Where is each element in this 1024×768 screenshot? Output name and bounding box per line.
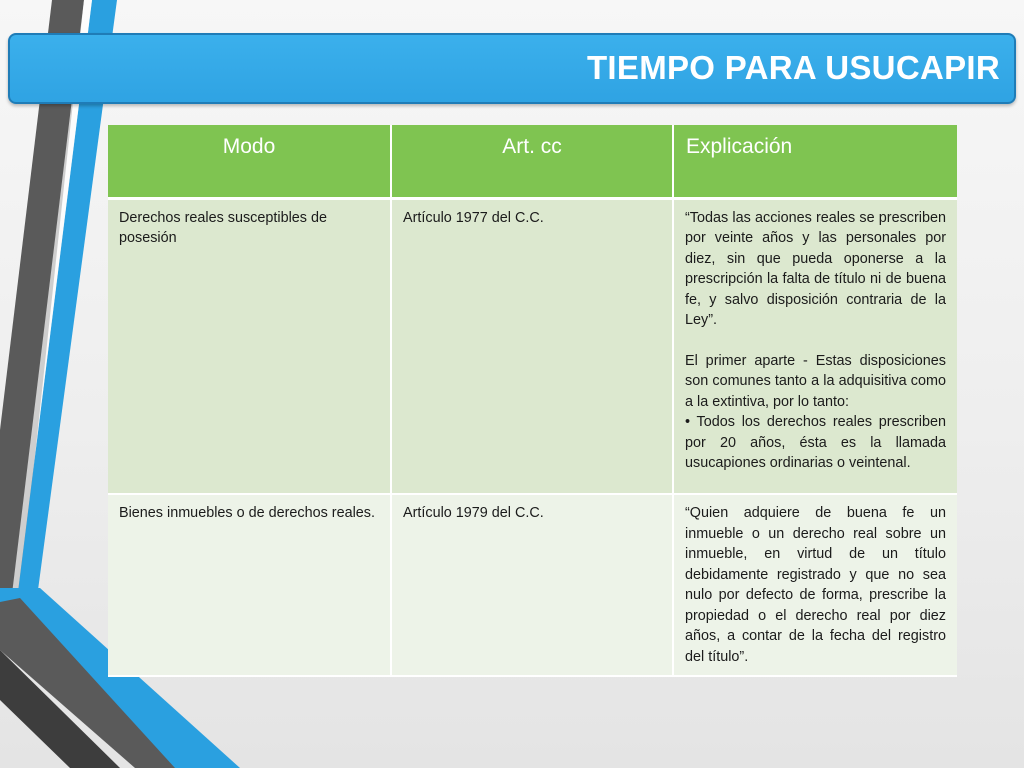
table-row (108, 198, 957, 494)
usucapion-table-container (108, 125, 957, 677)
explicacion-quote: “Quien adquiere de buena fe un inmueble o un derecho real sobre un inmueble, en virtud de un título debidamente registrado y que no sea nulo por defecto de forma, prescribe la propiedad o el derecho real por diez años, a contar de la fecha del registro del título”. (685, 505, 946, 665)
cell-art: Artículo 1977 del C.C. (391, 198, 673, 494)
slide-title: TIEMPO PARA USUCAPIR (586, 49, 1000, 86)
cell-explicacion (673, 494, 957, 676)
cell-explicacion (673, 198, 957, 494)
header-explicacion: Explicación (673, 125, 957, 198)
explicacion-bullet: • Todos los derechos reales prescriben por 20 años, ésta es la llamada usucapiones ordinarias o veintenal. (685, 414, 946, 471)
title-bar (8, 33, 1016, 104)
cell-art: Artículo 1979 del C.C. (391, 494, 673, 676)
usucapion-table (108, 125, 957, 677)
header-modo: Modo (108, 125, 391, 198)
cell-modo: Bienes inmuebles o de derechos reales. (108, 494, 391, 676)
cell-modo: Derechos reales susceptibles de posesión (108, 198, 391, 494)
table-header-row (108, 125, 957, 198)
explicacion-aparte: El primer aparte - Estas disposiciones son comunes tanto a la adquisitiva como a la extintiva, por lo tanto: (685, 352, 946, 410)
table-row (108, 494, 957, 676)
explicacion-quote: “Todas las acciones reales se prescriben por veinte años y las personales por diez, sin que pueda oponerse a la prescripción la falta de título ni de buena fe, y salvo disposición contraria de la Ley”. (685, 209, 946, 328)
header-art-cc: Art. cc (391, 125, 673, 198)
